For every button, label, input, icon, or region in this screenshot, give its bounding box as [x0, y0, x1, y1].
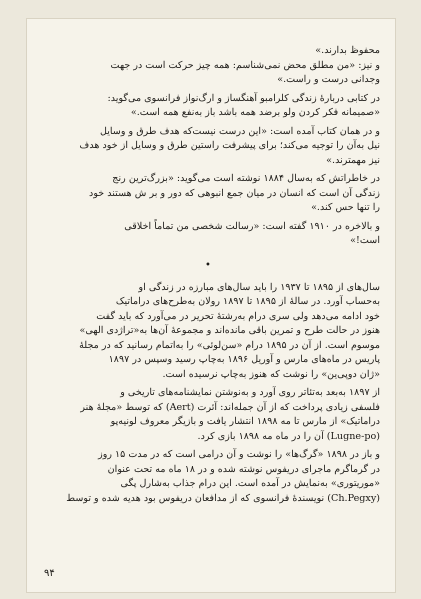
text-line: سال‌های از ۱۸۹۵ تا ۱۹۳۷ را باید سال‌های مبارزه در زندگی او: [138, 281, 380, 293]
text-line: در خاطراتش که به‌سال ۱۸۸۴ نوشته است می‌گوید: «بزرگ‌ترین رنج: [112, 173, 380, 184]
text-line: دراماتیک» از مارس تا مه ۱۸۹۸ انتشار یافت و بازیگر معروف لونیه‌پو: [110, 416, 380, 427]
text-line: (Ch.Pegxy) نویسندهٔ فرانسوی که از مدافعان دریفوس بود هدیه شده و توسط: [66, 492, 380, 504]
text-line: خود ادامه می‌دهد ولی سری درام به‌رشتهٔ تحریر در می‌آورد که باید گفت: [96, 310, 380, 322]
text-line: پاریس در ماه‌های مارس و آوریل ۱۸۹۶ به‌چاپ رسید وسپس در ۱۸۹۷: [108, 354, 380, 365]
text-line: نیز مهمترند.»: [326, 154, 380, 166]
text-line: «ژان دوپی‌ین» را نوشت که هنوز به‌چاپ نرسیده است.: [162, 368, 380, 380]
text-line: زندگی آن است که انسان در میان جمع انبوهی که دور و بر ش هستند خود: [89, 187, 380, 199]
text-line: در کتابی دربارهٔ زندگی کلرامبو آهنگساز و ارگ‌نواز فرانسوی می‌گوید:: [107, 92, 380, 104]
text-line: «صمیمانه فکر کردن ولو برضد همه باشد باز به‌نفع همه است.»: [130, 107, 380, 118]
page-number: ۹۴: [44, 568, 55, 579]
section-divider: •: [205, 259, 211, 271]
text-line: «موریتوری» به‌نمایش در آمده است. این درام جذاب به‌شارل پگی: [120, 478, 380, 489]
text-line: به‌حساب آورد. در سالهٔ از ۱۸۹۵ تا ۱۸۹۷ رولان به‌طرح‌های دراماتیک: [115, 296, 380, 307]
text-line: محفوظ بدارند.»: [315, 45, 380, 56]
text-line: است!»: [350, 235, 380, 246]
text-line: وجدانی درست و راست.»: [277, 74, 380, 85]
text-line: را تنها حس کند.»: [311, 202, 380, 213]
text-line: فلسفی زیادی پرداخت که از آن جمله‌اند: آئرت (Aert) که توسط «مجلهٔ هنر: [80, 401, 380, 413]
page-body: [36, 44, 380, 506]
text-line: و نیز: «من مطلق محض نمی‌شناسم: همه چیز حرکت است در جهت: [110, 59, 380, 71]
text-line: و در همان کتاب آمده است: «این درست نیست‌که هدف طرق و وسایل: [99, 125, 380, 137]
text-line: هنوز در حالت طرح و تمرین باقی مانده‌اند و مجموعهٔ آن‌ها به‌«تراژدی الهی»: [79, 325, 380, 336]
text-line: از ۱۸۹۷ به‌بعد به‌تئاتر روی آورد و به‌نوشتن نمایشنامه‌های تاریخی و: [120, 387, 380, 398]
text-line: و باز در ۱۸۹۸ «گرگ‌ها» را نوشت و آن درامی است که در مدت ۱۵ روز: [98, 449, 380, 460]
text-line: و بالاخره در ۱۹۱۰ گفته است: «رسالت شخصی من تماماً اخلاقی: [124, 220, 380, 232]
text-line: موسوم است. از آن در ۱۸۹۵ درام «سن‌لوئی» را به‌اتمام رسانید که در مجلهٔ: [79, 339, 380, 351]
text-line: (Lugne-po) آن را در ماه مه ۱۸۹۸ بازی کرد.: [197, 430, 380, 442]
text-line: نیل به‌آن را توجیه می‌کند؛ برای پیشرفت راستین طرق و وسایل از خود هدف: [79, 140, 380, 151]
text-line: در گرماگرم ماجرای دریفوس نوشته شده و در ۱۸ ماه مه تحت عنوان: [107, 463, 380, 475]
